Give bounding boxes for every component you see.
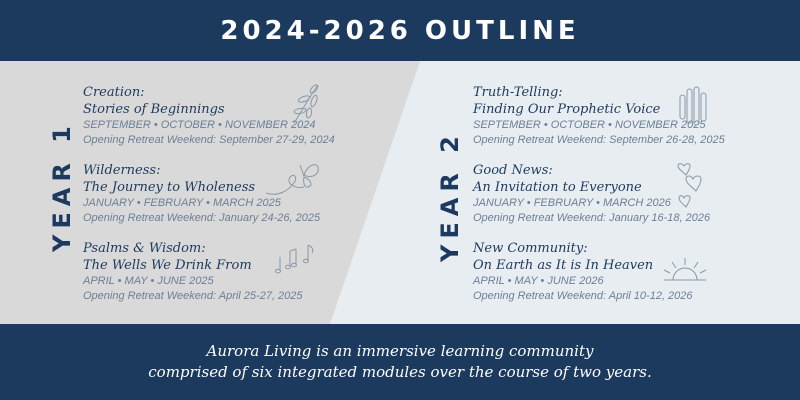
module-subtitle: The Journey to Wholeness (83, 180, 256, 195)
module-months: SEPTEMBER • OCTOBER • NOVEMBER 2024 (83, 119, 316, 131)
module-retreat: Opening Retreat Weekend: January 24-26, 2025 (83, 212, 321, 224)
footer-description (0, 324, 800, 400)
module-subtitle: The Wells We Drink From (83, 258, 252, 273)
module-retreat: Opening Retreat Weekend: September 27-29, 2024 (83, 134, 335, 146)
music-notes-icon (272, 241, 318, 277)
year1-label: YEAR 1 (48, 120, 76, 252)
module-months: SEPTEMBER • OCTOBER • NOVEMBER 2025 (473, 119, 706, 131)
leaf-branch-icon (290, 81, 326, 125)
module-subtitle: Finding Our Prophetic Voice (473, 102, 661, 117)
module-subtitle: An Invitation to Everyone (473, 180, 642, 195)
module-subtitle: On Earth as It is In Heaven (473, 258, 654, 273)
module-good-news (473, 162, 710, 226)
module-months: JANUARY • FEBRUARY • MARCH 2026 (473, 197, 671, 209)
module-title: Wilderness: (83, 163, 161, 178)
module-months: APRIL • MAY • JUNE 2026 (473, 275, 604, 287)
footer-line-1: Aurora Living is an immersive learning community (206, 342, 594, 360)
sound-wave-icon (676, 85, 710, 127)
sunrise-icon (660, 256, 710, 284)
module-months: APRIL • MAY • JUNE 2025 (83, 275, 214, 287)
module-months: JANUARY • FEBRUARY • MARCH 2025 (83, 197, 281, 209)
butterfly-icon (264, 157, 324, 199)
year2-label: YEAR 2 (436, 130, 464, 262)
module-retreat: Opening Retreat Weekend: January 16-18, 2026 (473, 212, 711, 224)
module-title: Creation: (83, 85, 145, 100)
module-title: Truth-Telling: (473, 85, 563, 100)
footer-line-2: comprised of six integrated modules over the course of two years. (148, 363, 652, 381)
module-title: Psalms & Wisdom: (83, 241, 206, 256)
module-retreat: Opening Retreat Weekend: April 10-12, 2026 (473, 290, 693, 302)
modules-area (0, 61, 800, 324)
module-psalms-wisdom (83, 240, 303, 304)
module-subtitle: Stories of Beginnings (83, 102, 225, 117)
module-title: Good News: (473, 163, 553, 178)
module-retreat: Opening Retreat Weekend: September 26-28, 2025 (473, 134, 725, 146)
hearts-icon (676, 163, 706, 211)
module-title: New Community: (473, 241, 588, 256)
module-retreat: Opening Retreat Weekend: April 25-27, 2025 (83, 290, 303, 302)
page-title: 2024-2026 OUTLINE (0, 0, 800, 61)
